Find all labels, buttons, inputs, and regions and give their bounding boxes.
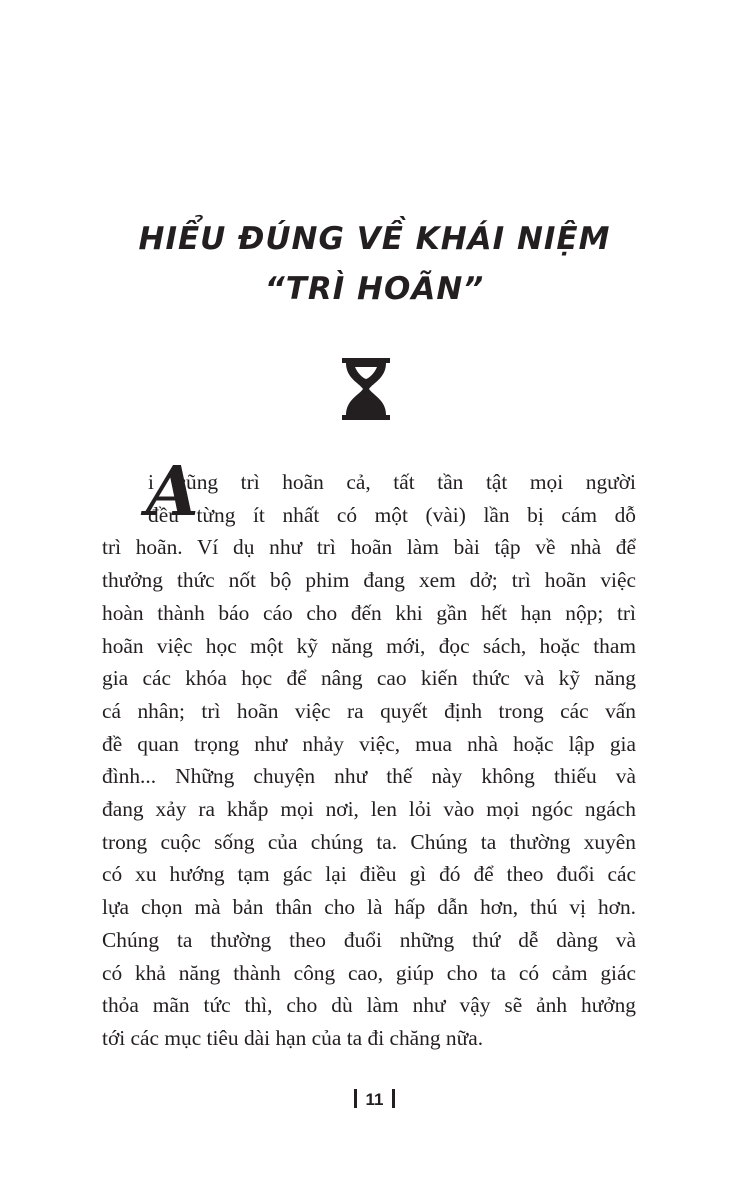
page-number-right-bar xyxy=(392,1089,395,1108)
text-line: thưởng thức nốt bộ phim đang xem dở; trì hoãn việc xyxy=(102,568,636,593)
text-line: trì hoãn. Ví dụ như trì hoãn làm bài tập về nhà để xyxy=(102,535,636,560)
page-number xyxy=(0,1088,749,1112)
text-line: tới các mục tiêu dài hạn của ta đi chăng nữa. xyxy=(102,1025,484,1050)
text-line: cá nhân; trì hoãn việc ra quyết định trong các vấn xyxy=(102,698,636,723)
text-line: hoàn thành báo cáo cho đến khi gần hết hạn nộp; trì xyxy=(102,600,636,625)
text-line: i cũng trì hoãn cả, tất tần tật mọi người xyxy=(148,470,636,494)
text-line: thỏa mãn tức thì, cho dù làm như vậy sẽ ảnh hưởng xyxy=(102,993,636,1018)
chapter-title xyxy=(0,214,749,314)
text-line: trong cuộc sống của chúng ta. Chúng ta thường xuyên xyxy=(102,829,636,854)
text-line: đang xảy ra khắp mọi nơi, len lỏi vào mọi ngóc ngách xyxy=(102,797,636,822)
page-number-value: 11 xyxy=(365,1090,384,1109)
hourglass-icon xyxy=(342,358,390,420)
body-paragraph xyxy=(102,466,636,1055)
text-line: đều từng ít nhất có một (vài) lần bị cám dỗ xyxy=(148,502,636,527)
chapter-title-line-1: HIỂU ĐÚNG VỀ KHÁI NIỆM xyxy=(138,221,611,257)
page-number-left-bar xyxy=(354,1089,357,1108)
text-line: có khả năng thành công cao, giúp cho ta có cảm giác xyxy=(102,960,636,985)
chapter-title-line-2: “TRÌ HOÃN” xyxy=(264,271,485,307)
text-line: lựa chọn mà bản thân cho là hấp dẫn hơn, thú vị hơn. xyxy=(102,895,636,920)
text-line: có xu hướng tạm gác lại điều gì đó để theo đuổi các xyxy=(102,862,636,887)
drop-cap: A xyxy=(146,452,199,532)
text-line: đình... Những chuyện như thế này không thiếu và xyxy=(102,764,636,789)
text-line: Chúng ta thường theo đuổi những thứ dễ dàng và xyxy=(102,927,636,952)
text-line: đề quan trọng như nhảy việc, mua nhà hoặc lập gia xyxy=(102,731,636,756)
text-line: hoãn việc học một kỹ năng mới, đọc sách, hoặc tham xyxy=(102,633,636,658)
text-line: gia các khóa học để nâng cao kiến thức và kỹ năng xyxy=(102,666,636,691)
